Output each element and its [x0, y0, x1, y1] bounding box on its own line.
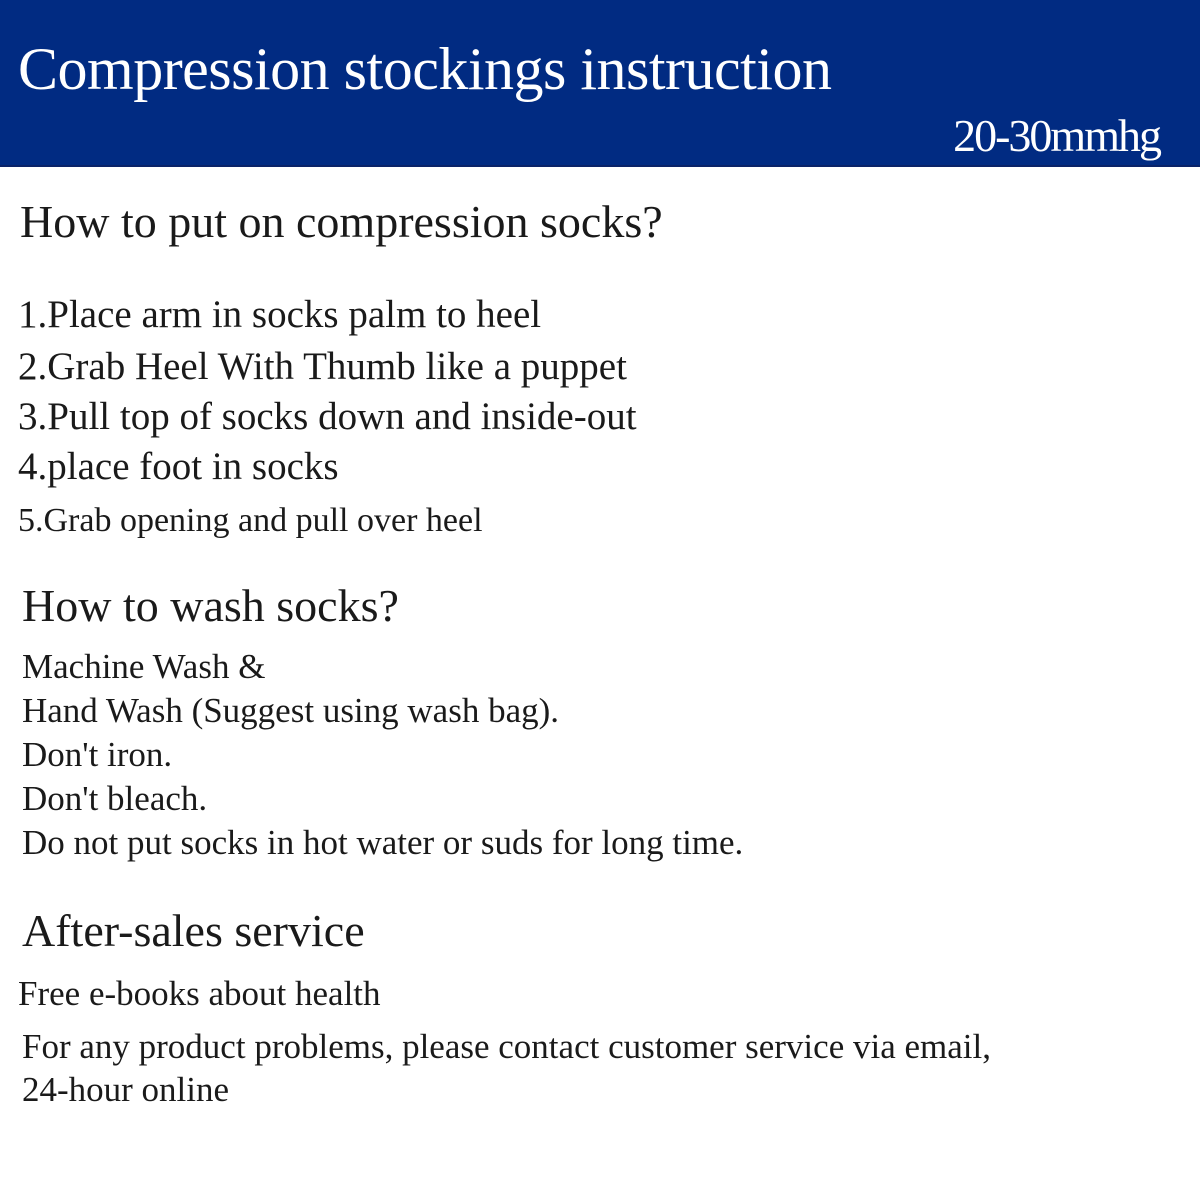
wash-line: Hand Wash (Suggest using wash bag). [22, 691, 560, 730]
after-sales-line: 24-hour online [22, 1070, 230, 1109]
pressure-rating: 20-30mmhg [953, 110, 1160, 161]
step-item: 5.Grab opening and pull over heel [18, 502, 483, 539]
step-item: 4.place foot in socks [18, 445, 339, 488]
page-title: Compression stockings instruction [18, 36, 832, 102]
wash-line: Machine Wash & [22, 647, 266, 686]
wash-line: Do not put socks in hot water or suds for long time. [22, 823, 744, 862]
section-heading-after-sales: After-sales service [22, 905, 365, 956]
header-banner [0, 0, 1200, 167]
after-sales-line: Free e-books about health [18, 974, 381, 1013]
step-item: 3.Pull top of socks down and inside-out [18, 395, 637, 438]
section-heading-put-on: How to put on compression socks? [20, 196, 663, 247]
after-sales-line: For any product problems, please contact customer service via email, [22, 1027, 991, 1066]
section-heading-wash: How to wash socks? [22, 580, 399, 631]
wash-line: Don't bleach. [22, 779, 208, 818]
step-item: 2.Grab Heel With Thumb like a puppet [18, 345, 627, 388]
wash-line: Don't iron. [22, 735, 173, 774]
step-item: 1.Place arm in socks palm to heel [18, 293, 542, 336]
